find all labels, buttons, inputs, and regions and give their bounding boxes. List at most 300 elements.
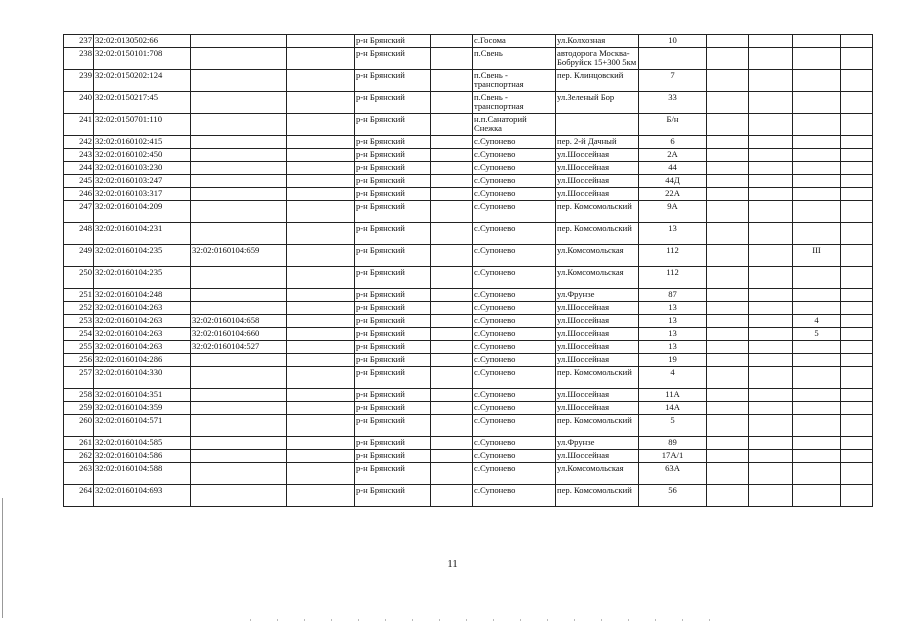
row-number-cell: 247: [64, 201, 94, 223]
empty-cell: [431, 437, 473, 450]
district-cell: р-н Брянский: [355, 35, 431, 48]
locality-cell: с.Супонево: [473, 175, 556, 188]
empty-cell: [287, 188, 355, 201]
empty-cell: [841, 389, 873, 402]
locality-cell: с.Супонево: [473, 485, 556, 507]
empty-cell: [749, 175, 793, 188]
cadastral-number-cell: 32:02:0160104:359: [94, 402, 191, 415]
sub-cadastral-number-cell: 32:02:0160104:527: [191, 341, 287, 354]
sub-cadastral-number-cell: [191, 201, 287, 223]
district-cell: р-н Брянский: [355, 354, 431, 367]
table-row: [64, 450, 873, 463]
empty-cell: [287, 302, 355, 315]
empty-cell: [707, 267, 749, 289]
empty-cell: [431, 223, 473, 245]
empty-cell: [749, 136, 793, 149]
street-cell: [556, 114, 639, 136]
locality-cell: с.Супонево: [473, 162, 556, 175]
district-cell: р-н Брянский: [355, 136, 431, 149]
sub-cadastral-number-cell: [191, 35, 287, 48]
house-number-cell: 56: [639, 485, 707, 507]
district-cell: р-н Брянский: [355, 341, 431, 354]
house-number-cell: 7: [639, 70, 707, 92]
district-cell: р-н Брянский: [355, 92, 431, 114]
table-row: [64, 485, 873, 507]
empty-cell: [707, 437, 749, 450]
empty-cell: [707, 201, 749, 223]
premises-number-cell: [793, 92, 841, 114]
street-cell: ул.Шоссейная: [556, 188, 639, 201]
sub-cadastral-number-cell: [191, 354, 287, 367]
empty-cell: [707, 35, 749, 48]
empty-cell: [749, 450, 793, 463]
empty-cell: [749, 70, 793, 92]
empty-cell: [749, 302, 793, 315]
premises-number-cell: [793, 302, 841, 315]
empty-cell: [287, 354, 355, 367]
empty-cell: [287, 289, 355, 302]
empty-cell: [431, 245, 473, 267]
district-cell: р-н Брянский: [355, 267, 431, 289]
row-number-cell: 244: [64, 162, 94, 175]
street-cell: ул.Комсомольская: [556, 463, 639, 485]
empty-cell: [707, 70, 749, 92]
sub-cadastral-number-cell: [191, 289, 287, 302]
row-number-cell: 261: [64, 437, 94, 450]
street-cell: автодорога Москва-Бобруйск 15+300 5км: [556, 48, 639, 70]
cadastral-number-cell: 32:02:0160104:263: [94, 341, 191, 354]
premises-number-cell: [793, 114, 841, 136]
street-cell: пер. Комсомольский: [556, 223, 639, 245]
table-row: [64, 70, 873, 92]
empty-cell: [431, 415, 473, 437]
row-number-cell: 252: [64, 302, 94, 315]
district-cell: р-н Брянский: [355, 437, 431, 450]
premises-number-cell: [793, 188, 841, 201]
street-cell: пер. Комсомольский: [556, 367, 639, 389]
empty-cell: [431, 201, 473, 223]
premises-number-cell: [793, 201, 841, 223]
cadastral-number-cell: 32:02:0160102:450: [94, 149, 191, 162]
empty-cell: [841, 188, 873, 201]
locality-cell: с.Супонево: [473, 389, 556, 402]
locality-cell: с.Супонево: [473, 450, 556, 463]
cadastral-number-cell: 32:02:0150202:124: [94, 70, 191, 92]
empty-cell: [749, 35, 793, 48]
house-number-cell: 5: [639, 415, 707, 437]
premises-number-cell: [793, 175, 841, 188]
table-row: [64, 328, 873, 341]
scan-edge-line: [2, 498, 3, 618]
house-number-cell: 63А: [639, 463, 707, 485]
row-number-cell: 263: [64, 463, 94, 485]
empty-cell: [841, 92, 873, 114]
table-body: [64, 35, 873, 507]
empty-cell: [707, 92, 749, 114]
locality-cell: н.п.Санаторий Снежка: [473, 114, 556, 136]
street-cell: ул.Шоссейная: [556, 341, 639, 354]
empty-cell: [287, 367, 355, 389]
sub-cadastral-number-cell: 32:02:0160104:659: [191, 245, 287, 267]
locality-cell: с.Супонево: [473, 437, 556, 450]
empty-cell: [431, 463, 473, 485]
locality-cell: с.Супонево: [473, 341, 556, 354]
empty-cell: [287, 114, 355, 136]
street-cell: ул.Шоссейная: [556, 328, 639, 341]
locality-cell: с.Супонево: [473, 315, 556, 328]
row-number-cell: 241: [64, 114, 94, 136]
empty-cell: [841, 367, 873, 389]
empty-cell: [841, 450, 873, 463]
empty-cell: [841, 70, 873, 92]
empty-cell: [431, 289, 473, 302]
table-row: [64, 415, 873, 437]
sub-cadastral-number-cell: [191, 92, 287, 114]
empty-cell: [431, 402, 473, 415]
locality-cell: с.Супонево: [473, 367, 556, 389]
sub-cadastral-number-cell: [191, 437, 287, 450]
house-number-cell: 19: [639, 354, 707, 367]
table-row: [64, 188, 873, 201]
empty-cell: [707, 48, 749, 70]
empty-cell: [841, 48, 873, 70]
row-number-cell: 255: [64, 341, 94, 354]
sub-cadastral-number-cell: [191, 48, 287, 70]
empty-cell: [841, 201, 873, 223]
empty-cell: [431, 328, 473, 341]
empty-cell: [287, 463, 355, 485]
table-row: [64, 302, 873, 315]
locality-cell: с.Супонево: [473, 415, 556, 437]
premises-number-cell: [793, 402, 841, 415]
house-number-cell: 13: [639, 341, 707, 354]
empty-cell: [707, 188, 749, 201]
empty-cell: [841, 114, 873, 136]
empty-cell: [431, 92, 473, 114]
cadastral-number-cell: 32:02:0160104:235: [94, 245, 191, 267]
empty-cell: [841, 415, 873, 437]
street-cell: пер. Комсомольский: [556, 485, 639, 507]
cadastral-number-cell: 32:02:0160104:351: [94, 389, 191, 402]
empty-cell: [431, 367, 473, 389]
district-cell: р-н Брянский: [355, 245, 431, 267]
premises-number-cell: [793, 289, 841, 302]
locality-cell: с.Супонево: [473, 188, 556, 201]
premises-number-cell: [793, 35, 841, 48]
street-cell: ул.Шоссейная: [556, 402, 639, 415]
premises-number-cell: [793, 389, 841, 402]
sub-cadastral-number-cell: [191, 114, 287, 136]
district-cell: р-н Брянский: [355, 223, 431, 245]
row-number-cell: 246: [64, 188, 94, 201]
house-number-cell: 2А: [639, 149, 707, 162]
empty-cell: [431, 175, 473, 188]
empty-cell: [749, 223, 793, 245]
empty-cell: [287, 485, 355, 507]
empty-cell: [841, 328, 873, 341]
empty-cell: [287, 175, 355, 188]
street-cell: ул.Колхозная: [556, 35, 639, 48]
district-cell: р-н Брянский: [355, 201, 431, 223]
locality-cell: с.Супонево: [473, 245, 556, 267]
locality-cell: с.Супонево: [473, 302, 556, 315]
empty-cell: [707, 389, 749, 402]
district-cell: р-н Брянский: [355, 175, 431, 188]
empty-cell: [749, 149, 793, 162]
house-number-cell: 13: [639, 315, 707, 328]
empty-cell: [431, 114, 473, 136]
house-number-cell: 17А/1: [639, 450, 707, 463]
row-number-cell: 242: [64, 136, 94, 149]
house-number-cell: 33: [639, 92, 707, 114]
empty-cell: [287, 267, 355, 289]
empty-cell: [431, 35, 473, 48]
house-number-cell: 11А: [639, 389, 707, 402]
table-row: [64, 223, 873, 245]
locality-cell: п.Свень - транспортная: [473, 70, 556, 92]
empty-cell: [749, 367, 793, 389]
table-row: [64, 136, 873, 149]
cadastral-number-cell: 32:02:0160104:286: [94, 354, 191, 367]
empty-cell: [841, 354, 873, 367]
empty-cell: [841, 402, 873, 415]
empty-cell: [431, 70, 473, 92]
cadastral-number-cell: 32:02:0160104:586: [94, 450, 191, 463]
premises-number-cell: [793, 485, 841, 507]
premises-number-cell: III: [793, 245, 841, 267]
street-cell: ул.Шоссейная: [556, 315, 639, 328]
street-cell: ул.Шоссейная: [556, 162, 639, 175]
sub-cadastral-number-cell: 32:02:0160104:660: [191, 328, 287, 341]
empty-cell: [707, 149, 749, 162]
table-row: [64, 341, 873, 354]
empty-cell: [749, 341, 793, 354]
cadastral-number-cell: 32:02:0160104:585: [94, 437, 191, 450]
empty-cell: [287, 162, 355, 175]
house-number-cell: 10: [639, 35, 707, 48]
locality-cell: с.Супонево: [473, 136, 556, 149]
cadastral-number-cell: 32:02:0160104:330: [94, 367, 191, 389]
premises-number-cell: [793, 367, 841, 389]
sub-cadastral-number-cell: [191, 149, 287, 162]
row-number-cell: 259: [64, 402, 94, 415]
empty-cell: [707, 463, 749, 485]
empty-cell: [841, 162, 873, 175]
empty-cell: [707, 289, 749, 302]
empty-cell: [749, 162, 793, 175]
empty-cell: [287, 48, 355, 70]
empty-cell: [431, 136, 473, 149]
empty-cell: [841, 149, 873, 162]
table-row: [64, 437, 873, 450]
table-row: [64, 463, 873, 485]
table-row: [64, 114, 873, 136]
empty-cell: [287, 201, 355, 223]
cadastral-number-cell: 32:02:0150101:708: [94, 48, 191, 70]
empty-cell: [749, 245, 793, 267]
empty-cell: [841, 289, 873, 302]
empty-cell: [287, 136, 355, 149]
premises-number-cell: [793, 463, 841, 485]
district-cell: р-н Брянский: [355, 162, 431, 175]
row-number-cell: 260: [64, 415, 94, 437]
district-cell: р-н Брянский: [355, 463, 431, 485]
empty-cell: [841, 437, 873, 450]
empty-cell: [841, 267, 873, 289]
district-cell: р-н Брянский: [355, 114, 431, 136]
empty-cell: [287, 389, 355, 402]
empty-cell: [431, 162, 473, 175]
premises-number-cell: [793, 450, 841, 463]
locality-cell: с.Супонево: [473, 149, 556, 162]
street-cell: пер. Комсомольский: [556, 201, 639, 223]
empty-cell: [431, 354, 473, 367]
row-number-cell: 250: [64, 267, 94, 289]
table-row: [64, 201, 873, 223]
empty-cell: [287, 328, 355, 341]
table-row: [64, 175, 873, 188]
row-number-cell: 240: [64, 92, 94, 114]
empty-cell: [431, 341, 473, 354]
locality-cell: с.Супонево: [473, 223, 556, 245]
cadastral-number-cell: 32:02:0160102:415: [94, 136, 191, 149]
street-cell: пер. Комсомольский: [556, 415, 639, 437]
empty-cell: [841, 485, 873, 507]
table-row: [64, 149, 873, 162]
empty-cell: [707, 450, 749, 463]
sub-cadastral-number-cell: [191, 463, 287, 485]
empty-cell: [431, 485, 473, 507]
house-number-cell: 13: [639, 302, 707, 315]
street-cell: пер. 2-й Дачный: [556, 136, 639, 149]
locality-cell: с.Супонево: [473, 463, 556, 485]
district-cell: р-н Брянский: [355, 302, 431, 315]
empty-cell: [287, 70, 355, 92]
row-number-cell: 243: [64, 149, 94, 162]
house-number-cell: 112: [639, 267, 707, 289]
sub-cadastral-number-cell: [191, 485, 287, 507]
empty-cell: [707, 415, 749, 437]
empty-cell: [707, 328, 749, 341]
table-row: [64, 402, 873, 415]
locality-cell: с.Супонево: [473, 402, 556, 415]
empty-cell: [707, 136, 749, 149]
premises-number-cell: [793, 48, 841, 70]
empty-cell: [749, 201, 793, 223]
premises-number-cell: [793, 341, 841, 354]
house-number-cell: [639, 48, 707, 70]
cadastral-number-cell: 32:02:0160104:693: [94, 485, 191, 507]
empty-cell: [431, 389, 473, 402]
district-cell: р-н Брянский: [355, 450, 431, 463]
empty-cell: [287, 437, 355, 450]
empty-cell: [749, 402, 793, 415]
table-row: [64, 389, 873, 402]
cadastral-number-cell: 32:02:0160104:248: [94, 289, 191, 302]
house-number-cell: 44Д: [639, 175, 707, 188]
row-number-cell: 237: [64, 35, 94, 48]
district-cell: р-н Брянский: [355, 389, 431, 402]
empty-cell: [749, 415, 793, 437]
sub-cadastral-number-cell: [191, 450, 287, 463]
row-number-cell: 238: [64, 48, 94, 70]
cadastral-number-cell: 32:02:0150217:45: [94, 92, 191, 114]
empty-cell: [431, 48, 473, 70]
house-number-cell: 6: [639, 136, 707, 149]
empty-cell: [287, 223, 355, 245]
cadastral-number-cell: 32:02:0160104:235: [94, 267, 191, 289]
premises-number-cell: [793, 70, 841, 92]
empty-cell: [841, 302, 873, 315]
cadastral-number-cell: 32:02:0160104:571: [94, 415, 191, 437]
locality-cell: п.Свень - транспортная: [473, 92, 556, 114]
sub-cadastral-number-cell: [191, 302, 287, 315]
locality-cell: п.Свень: [473, 48, 556, 70]
empty-cell: [841, 35, 873, 48]
street-cell: ул.Зеленый Бор: [556, 92, 639, 114]
empty-cell: [431, 188, 473, 201]
row-number-cell: 254: [64, 328, 94, 341]
row-number-cell: 245: [64, 175, 94, 188]
locality-cell: с.Супонево: [473, 354, 556, 367]
district-cell: р-н Брянский: [355, 70, 431, 92]
empty-cell: [287, 35, 355, 48]
empty-cell: [287, 245, 355, 267]
sub-cadastral-number-cell: [191, 162, 287, 175]
street-cell: ул.Шоссейная: [556, 389, 639, 402]
row-number-cell: 262: [64, 450, 94, 463]
house-number-cell: 13: [639, 328, 707, 341]
empty-cell: [707, 223, 749, 245]
row-number-cell: 251: [64, 289, 94, 302]
cadastral-number-cell: 32:02:0160104:231: [94, 223, 191, 245]
street-cell: ул.Шоссейная: [556, 450, 639, 463]
premises-number-cell: [793, 136, 841, 149]
empty-cell: [841, 245, 873, 267]
table-row: [64, 92, 873, 114]
house-number-cell: 44: [639, 162, 707, 175]
scan-noise-dots: [250, 619, 730, 621]
empty-cell: [287, 450, 355, 463]
cadastral-number-cell: 32:02:0160103:317: [94, 188, 191, 201]
cadastral-number-cell: 32:02:0160104:263: [94, 328, 191, 341]
empty-cell: [749, 267, 793, 289]
empty-cell: [749, 114, 793, 136]
empty-cell: [749, 48, 793, 70]
empty-cell: [707, 315, 749, 328]
cadastral-number-cell: 32:02:0160104:588: [94, 463, 191, 485]
empty-cell: [287, 92, 355, 114]
district-cell: р-н Брянский: [355, 289, 431, 302]
district-cell: р-н Брянский: [355, 48, 431, 70]
district-cell: р-н Брянский: [355, 328, 431, 341]
street-cell: ул.Шоссейная: [556, 175, 639, 188]
cadastral-number-cell: 32:02:0150701:110: [94, 114, 191, 136]
cadastral-number-cell: 32:02:0160103:230: [94, 162, 191, 175]
cadastral-number-cell: 32:02:0160104:263: [94, 302, 191, 315]
sub-cadastral-number-cell: 32:02:0160104:658: [191, 315, 287, 328]
empty-cell: [707, 341, 749, 354]
house-number-cell: 22А: [639, 188, 707, 201]
house-number-cell: 112: [639, 245, 707, 267]
premises-number-cell: [793, 267, 841, 289]
premises-number-cell: 5: [793, 328, 841, 341]
street-cell: пер. Клинцовский: [556, 70, 639, 92]
street-cell: ул.Комсомольская: [556, 267, 639, 289]
table-row: [64, 35, 873, 48]
empty-cell: [749, 463, 793, 485]
empty-cell: [707, 402, 749, 415]
